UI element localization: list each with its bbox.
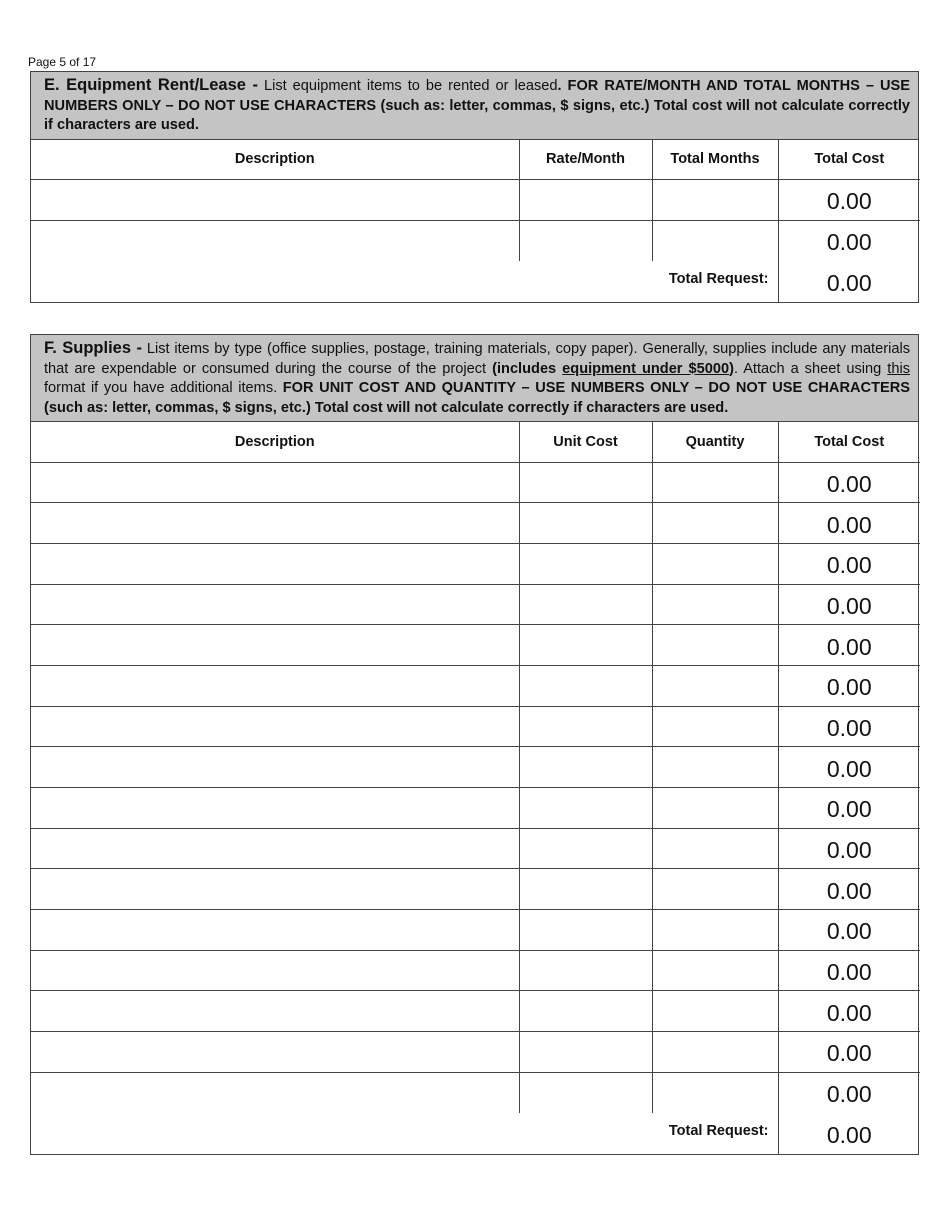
quantity-input-cell[interactable] <box>652 828 778 869</box>
quantity-input-cell[interactable] <box>652 706 778 747</box>
quantity-input[interactable] <box>653 910 778 950</box>
table-row <box>31 503 920 544</box>
equipment-total-request-value: 0.00 <box>778 261 920 302</box>
row-total-cost: 0.00 <box>778 665 920 706</box>
equipment-table <box>31 140 920 302</box>
row-total-cost: 0.00 <box>778 869 920 910</box>
quantity-input[interactable] <box>653 829 778 869</box>
supplies-section-header <box>31 335 918 422</box>
quantity-input[interactable] <box>653 666 778 706</box>
description-input-cell[interactable] <box>31 788 519 829</box>
quantity-input-cell[interactable] <box>652 584 778 625</box>
table-row <box>31 991 920 1032</box>
table-row <box>31 625 920 666</box>
table-row <box>31 584 920 625</box>
quantity-input-cell[interactable] <box>652 625 778 666</box>
column-header-quantity: Quantity <box>652 422 778 462</box>
unit-cost-input-cell[interactable] <box>519 584 652 625</box>
quantity-input[interactable] <box>653 625 778 665</box>
quantity-input[interactable] <box>653 503 778 543</box>
table-row <box>31 788 920 829</box>
row-total-cost: 0.00 <box>778 625 920 666</box>
unit-cost-input[interactable] <box>520 869 652 909</box>
unit-cost-input[interactable] <box>520 707 652 747</box>
unit-cost-input-cell[interactable] <box>519 706 652 747</box>
table-row <box>31 1032 920 1073</box>
table-row <box>31 462 920 503</box>
row-total-cost: 0.00 <box>778 991 920 1032</box>
row-total-cost: 0.00 <box>778 543 920 584</box>
description-input-cell[interactable] <box>31 665 519 706</box>
unit-cost-input[interactable] <box>520 951 652 991</box>
quantity-input-cell[interactable] <box>652 1032 778 1073</box>
quantity-input-cell[interactable] <box>652 1072 778 1113</box>
quantity-input[interactable] <box>653 991 778 1031</box>
description-input-cell[interactable] <box>31 462 519 503</box>
quantity-input-cell[interactable] <box>652 543 778 584</box>
equipment-section-header <box>31 72 918 140</box>
description-input-cell[interactable] <box>31 991 519 1032</box>
quantity-input[interactable] <box>653 544 778 584</box>
supplies-table <box>31 422 920 1154</box>
total-request-label: Total Request: <box>31 1113 778 1154</box>
description-input[interactable] <box>31 869 519 909</box>
column-header-description: Description <box>31 140 519 180</box>
quantity-input-cell[interactable] <box>652 869 778 910</box>
equipment-total-row <box>31 261 920 302</box>
unit-cost-input[interactable] <box>520 829 652 869</box>
quantity-input-cell[interactable] <box>652 462 778 503</box>
row-total-cost: 0.00 <box>778 180 920 221</box>
description-input[interactable] <box>31 910 519 950</box>
supplies-total-request-value: 0.00 <box>778 1113 920 1154</box>
description-input-cell[interactable] <box>31 1072 519 1113</box>
table-row <box>31 910 920 951</box>
quantity-input[interactable] <box>653 1073 778 1113</box>
description-input[interactable] <box>31 1073 519 1113</box>
row-total-cost: 0.00 <box>778 706 920 747</box>
row-total-cost: 0.00 <box>778 788 920 829</box>
rate-month-input-cell[interactable] <box>519 220 652 261</box>
total-months-input-cell[interactable] <box>652 220 778 261</box>
description-input[interactable] <box>31 829 519 869</box>
quantity-input[interactable] <box>653 788 778 828</box>
description-input-cell[interactable] <box>31 910 519 951</box>
row-total-cost: 0.00 <box>778 828 920 869</box>
unit-cost-input-cell[interactable] <box>519 625 652 666</box>
supplies-section-title: F. Supplies - <box>44 339 142 357</box>
row-total-cost: 0.00 <box>778 747 920 788</box>
row-total-cost: 0.00 <box>778 503 920 544</box>
unit-cost-input-cell[interactable] <box>519 869 652 910</box>
supplies-table-header <box>31 422 920 462</box>
description-input[interactable] <box>31 221 519 261</box>
equipment-rent-lease-section <box>30 71 919 303</box>
description-input[interactable] <box>31 544 519 584</box>
rate-month-input-cell[interactable] <box>519 180 652 221</box>
description-input[interactable] <box>31 991 519 1031</box>
quantity-input[interactable] <box>653 1032 778 1072</box>
supplies-total-row <box>31 1113 920 1154</box>
description-input-cell[interactable] <box>31 220 519 261</box>
unit-cost-input-cell[interactable] <box>519 503 652 544</box>
table-row <box>31 1072 920 1113</box>
rate-month-input[interactable] <box>520 180 652 220</box>
quantity-input[interactable] <box>653 747 778 787</box>
row-total-cost: 0.00 <box>778 910 920 951</box>
column-header-total-cost: Total Cost <box>778 422 920 462</box>
unit-cost-input[interactable] <box>520 910 652 950</box>
quantity-input-cell[interactable] <box>652 910 778 951</box>
unit-cost-input-cell[interactable] <box>519 462 652 503</box>
equipment-section-intro: List equipment items to be rented or leased <box>257 78 558 94</box>
unit-cost-input-cell[interactable] <box>519 788 652 829</box>
column-header-rate-month: Rate/Month <box>519 140 652 180</box>
total-request-label: Total Request: <box>31 261 778 302</box>
description-input-cell[interactable] <box>31 503 519 544</box>
description-input[interactable] <box>31 585 519 625</box>
column-header-total-cost: Total Cost <box>778 140 920 180</box>
page-number: Page 5 of 17 <box>28 55 97 69</box>
description-input-cell[interactable] <box>31 747 519 788</box>
description-input[interactable] <box>31 503 519 543</box>
quantity-input[interactable] <box>653 869 778 909</box>
quantity-input[interactable] <box>653 585 778 625</box>
description-input-cell[interactable] <box>31 180 519 221</box>
table-row <box>31 220 920 261</box>
description-input[interactable] <box>31 747 519 787</box>
description-input[interactable] <box>31 788 519 828</box>
unit-cost-input-cell[interactable] <box>519 991 652 1032</box>
quantity-input-cell[interactable] <box>652 503 778 544</box>
table-row <box>31 665 920 706</box>
table-row <box>31 747 920 788</box>
description-input-cell[interactable] <box>31 1032 519 1073</box>
description-input-cell[interactable] <box>31 950 519 991</box>
description-input-cell[interactable] <box>31 706 519 747</box>
quantity-input-cell[interactable] <box>652 950 778 991</box>
table-row <box>31 869 920 910</box>
equipment-section-instruction: . FOR RATE/MONTH AND TOTAL MONTHS – USE NUMBERS ONLY – DO NOT USE CHARACTERS (such as: letter, commas, $ signs, etc.) Total cost will not calculate correctly if characters are used. <box>44 78 910 133</box>
unit-cost-input-cell[interactable] <box>519 747 652 788</box>
row-total-cost: 0.00 <box>778 462 920 503</box>
column-header-description: Description <box>31 422 519 462</box>
unit-cost-input-cell[interactable] <box>519 910 652 951</box>
unit-cost-input[interactable] <box>520 1032 652 1072</box>
unit-cost-input-cell[interactable] <box>519 1032 652 1073</box>
quantity-input[interactable] <box>653 951 778 991</box>
row-total-cost: 0.00 <box>778 1032 920 1073</box>
quantity-input-cell[interactable] <box>652 747 778 788</box>
total-months-input[interactable] <box>653 180 778 220</box>
total-months-input[interactable] <box>653 221 778 261</box>
rate-month-input[interactable] <box>520 221 652 261</box>
unit-cost-input[interactable] <box>520 625 652 665</box>
quantity-input[interactable] <box>653 707 778 747</box>
description-input[interactable] <box>31 180 519 220</box>
description-input[interactable] <box>31 1032 519 1072</box>
row-total-cost: 0.00 <box>778 1072 920 1113</box>
unit-cost-input[interactable] <box>520 463 652 503</box>
table-row <box>31 706 920 747</box>
column-header-unit-cost: Unit Cost <box>519 422 652 462</box>
quantity-input-cell[interactable] <box>652 665 778 706</box>
description-input-cell[interactable] <box>31 869 519 910</box>
quantity-input[interactable] <box>653 463 778 503</box>
unit-cost-input-cell[interactable] <box>519 828 652 869</box>
unit-cost-input[interactable] <box>520 747 652 787</box>
table-row <box>31 950 920 991</box>
description-input[interactable] <box>31 463 519 503</box>
unit-cost-input[interactable] <box>520 1073 652 1113</box>
unit-cost-input-cell[interactable] <box>519 950 652 991</box>
equipment-section-title: E. Equipment Rent/Lease - <box>44 76 258 94</box>
unit-cost-input-cell[interactable] <box>519 665 652 706</box>
unit-cost-input[interactable] <box>520 503 652 543</box>
description-input[interactable] <box>31 707 519 747</box>
row-total-cost: 0.00 <box>778 220 920 261</box>
row-total-cost: 0.00 <box>778 950 920 991</box>
supplies-section-instruction: FOR UNIT COST AND QUANTITY – USE NUMBERS ONLY – DO NOT USE CHARACTERS (such as: letter, commas, $ signs, etc.) Total cost will not calculate correctly if characters are used. <box>44 380 910 416</box>
table-row <box>31 543 920 584</box>
unit-cost-input[interactable] <box>520 788 652 828</box>
unit-cost-input-cell[interactable] <box>519 1072 652 1113</box>
equipment-table-header <box>31 140 920 180</box>
unit-cost-input[interactable] <box>520 991 652 1031</box>
description-input[interactable] <box>31 666 519 706</box>
description-input[interactable] <box>31 951 519 991</box>
supplies-section <box>30 334 919 1155</box>
column-header-total-months: Total Months <box>652 140 778 180</box>
table-row <box>31 180 920 221</box>
description-input-cell[interactable] <box>31 584 519 625</box>
quantity-input-cell[interactable] <box>652 788 778 829</box>
unit-cost-input[interactable] <box>520 585 652 625</box>
description-input[interactable] <box>31 625 519 665</box>
supplies-section-intro: List items by type (office supplies, postage, training materials, copy paper). Generally, supplies include any materials that are expendable or consumed during the course of the project <box>44 341 910 377</box>
description-input-cell[interactable] <box>31 625 519 666</box>
unit-cost-input[interactable] <box>520 666 652 706</box>
unit-cost-input[interactable] <box>520 544 652 584</box>
supplies-includes-note: (includes equipment under $5000) <box>492 360 734 377</box>
supplies-attach-note: . Attach a sheet using this format if you have additional items. <box>44 360 910 396</box>
description-input-cell[interactable] <box>31 543 519 584</box>
total-months-input-cell[interactable] <box>652 180 778 221</box>
quantity-input-cell[interactable] <box>652 991 778 1032</box>
description-input-cell[interactable] <box>31 828 519 869</box>
table-row <box>31 828 920 869</box>
row-total-cost: 0.00 <box>778 584 920 625</box>
unit-cost-input-cell[interactable] <box>519 543 652 584</box>
